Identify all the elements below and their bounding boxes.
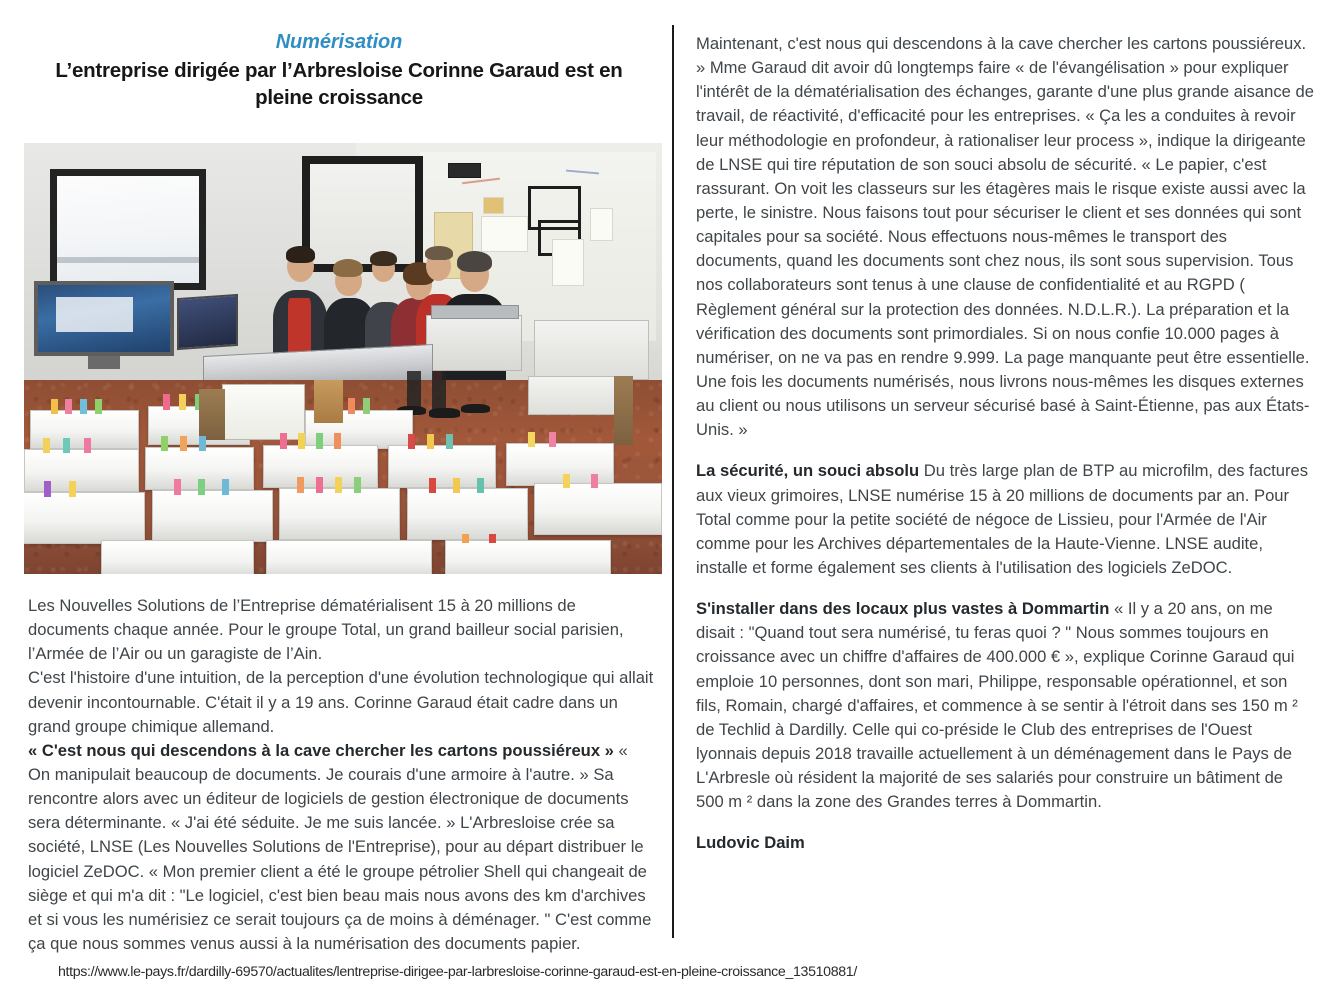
page-title: L’entreprise dirigée par l’Arbresloise Corinne Garaud est en pleine croissance — [55, 59, 623, 110]
photo-paper-stack — [279, 488, 400, 540]
photo-tab — [198, 479, 205, 495]
photo-tab — [489, 534, 496, 544]
photo-person-1-hair — [286, 246, 315, 262]
paragraph-with-lead — [696, 597, 1314, 814]
whiteboard-note-d — [590, 208, 613, 240]
photo-tab — [43, 438, 50, 454]
photo-legs-a — [407, 371, 421, 410]
photo-canvas — [24, 143, 662, 574]
photo-paper-stack — [445, 540, 611, 574]
whiteboard-rail — [448, 163, 481, 178]
photo-monitor-stand — [88, 356, 120, 369]
photo-paper-stack — [534, 483, 662, 535]
column-divider — [672, 25, 674, 938]
photo-tab — [453, 478, 460, 493]
photo-person-3-hair — [370, 251, 397, 267]
paragraph-text: C'est l'histoire d'une intuition, de la perception d'une évolution technologique qui allait devenir incontournable. C'était il y a 19 ans. Corinne Garaud était cadre dans un grand groupe chimique allemand. — [28, 668, 654, 736]
paragraph-spacer — [696, 442, 1314, 459]
photo-tab — [354, 477, 361, 493]
paragraph-spacer — [696, 814, 1314, 831]
paragraph-text: Les Nouvelles Solutions de l’Entreprise dématérialisent 15 à 20 millions de documents chaque année. Pour le groupe Total, un grand bailleur social parisien, l’Armée de l’Air ou un garagiste de l’Ain. — [28, 596, 624, 664]
paragraph-with-lead — [28, 739, 654, 956]
right-column-body — [696, 32, 1314, 856]
photo-tab — [477, 478, 484, 493]
photo-tab — [297, 477, 304, 493]
photo-laptop — [177, 294, 238, 350]
article-header — [24, 30, 654, 111]
photo-tab — [408, 434, 415, 449]
article-kicker: Numérisation — [275, 31, 403, 53]
photo-tab — [161, 436, 168, 452]
photo-back-cabinet — [528, 376, 624, 415]
photo-tab — [44, 481, 51, 497]
photo-tab — [180, 436, 187, 452]
photo-tab — [427, 434, 434, 449]
photo-printer — [426, 315, 522, 371]
photo-tab — [363, 398, 370, 414]
photo-paper-stack — [152, 490, 273, 542]
photo-legs-b — [432, 371, 446, 410]
photo-shoe-c — [461, 404, 490, 413]
photo-tab — [335, 477, 342, 493]
photo-paper-stack — [24, 449, 139, 492]
photo-shoe-b — [429, 408, 460, 417]
whiteboard-note-c — [552, 239, 585, 287]
photo-tab — [179, 394, 186, 410]
photo-tab — [462, 534, 469, 544]
paragraph — [696, 32, 1314, 442]
photo-box-side-b — [314, 380, 343, 423]
photo-tab — [334, 433, 341, 449]
photo-tab — [80, 399, 87, 414]
photo-wood-post — [614, 376, 633, 445]
whiteboard-note-a — [481, 216, 528, 252]
paragraph-with-lead — [696, 459, 1314, 580]
subhead-security: La sécurité, un souci absolu — [696, 461, 920, 481]
photo-tab — [446, 434, 453, 449]
subhead-relocation: S'installer dans des locaux plus vastes à Dommartin — [696, 599, 1110, 619]
photo-tab — [69, 481, 76, 497]
photo-tab — [528, 432, 535, 447]
photo-tab — [95, 399, 102, 414]
photo-tab — [199, 436, 206, 452]
photo-tab — [429, 478, 436, 493]
photo-tab — [174, 479, 181, 495]
photo-doorframe — [302, 156, 423, 272]
photo-person-6-hair — [457, 251, 491, 273]
whiteboard-note-b — [483, 197, 504, 214]
photo-paper-stack — [24, 492, 145, 544]
photo-tab — [222, 479, 229, 495]
lead-in-quote: « C'est nous qui descendons à la cave chercher les cartons poussiéreux » — [28, 740, 614, 760]
photo-tab — [63, 438, 70, 454]
whiteboard-scribble-a — [462, 178, 500, 185]
article-byline: Ludovic Daim — [696, 833, 805, 853]
photo-monitor — [34, 281, 174, 356]
paragraph-text: « On manipulait beaucoup de documents. Je courais d'une armoire à l'autre. » Sa rencontre alors avec un éditeur de logiciels de gestion électronique de documents sera déterminante. « J'ai été séduite. Je me suis lancée. » L'Arbresloise crée sa société, LNSE (Les Nouvelles Solutions de l'Entreprise), pour au départ distribuer le logiciel ZeDOC. « Mon premier client a été le groupe pétrolier Shell qui changeait de siège et qui m'a dit : "Le logiciel, c'est bien beau mais nous avons des km d'archives et si vous les numérisiez ce serait toujours ça de moins à déménager. " C'est comme ça que nous sommes venus aussi à la numérisation des documents papier. — [28, 740, 652, 953]
photo-tab — [163, 394, 170, 410]
photo-window — [50, 169, 206, 290]
photo-box-side — [199, 389, 225, 441]
photo-tab — [563, 474, 570, 489]
photo-tab — [65, 399, 72, 414]
photo-paper-stack — [407, 488, 528, 540]
photo-paper-stack — [506, 443, 614, 486]
photo-tab — [84, 438, 91, 454]
source-url[interactable]: https://www.le-pays.fr/dardilly-69570/actualites/lentreprise-dirigee-par-larbresloise-corinne-garaud-est-en-pleine-croissance_13510881/ — [58, 964, 857, 980]
photo-tab — [280, 433, 287, 449]
paragraph-text: Maintenant, c'est nous qui descendons à la cave chercher les cartons poussiéreux. » Mme Garaud dit avoir dû longtemps faire « de l'évangélisation » pour expliquer l'intérêt de la dématérialisation des échanges, garante d'une plus grande aisance de travail, de réactivité, d'efficacité pour les entreprises. « Ça les a conduites à revoir leur méthodologie en profondeur, à rationaliser leur process », indique la dirigeante de LNSE qui tire réputation de son souci absolu de sécurité. « Le papier, c'est rassurant. On voit les classeurs sur les étagères mais le risque existe aussi avec la perte, le sinistre. Nous faisons tout pour sécuriser le client et ses données qui sont capitales pour sa société. Nous effectuons nous-mêmes le transport des documents, quand les documents sont chez nous, ils sont sous supervision. Tous nos collaborateurs sont tenus à une clause de confidentialité et au RGPD ( Règlement général sur la protection des données. N.D.L.R.). La préparation et la vérification des documents sont primordiales. Si on nous confie 10.000 pages à numériser, on ne va pas en rendre 9.999. La page manquante peut être essentielle. Une fois les documents numérisés, nous livrons nous-mêmes les disques externes au client ou nous utilisons un serveur sécurisé basé à Saint-Étienne, pas aux États-Unis. » — [696, 34, 1314, 440]
paragraph-text: Du très large plan de BTP au microfilm, des factures aux vieux grimoires, LNSE numérise 15 à 20 millions de documents par an. Pour Total comme pour la petite société de négoce de Lissieu, pour l'Armée de l'Air comme pour les Archives départementales de la Haute-Vienne. LNSE audite, installe et forme également ses clients à l'utilisation des logiciels ZeDOC. — [696, 461, 1309, 577]
photo-tab — [51, 399, 58, 414]
paragraph — [28, 666, 654, 738]
photo-person-5-hair — [425, 246, 453, 260]
paragraph-text: « Il y a 20 ans, on me disait : "Quand tout sera numérisé, tu feras quoi ? " Nous sommes toujours en croissance avec un chiffre d'affaires de 400.000 € », explique Corinne Garaud qui emploie 10 personnes, dont son mari, Philippe, responsable opérationnel, et son fils, Romain, chargé d'affaires, et commence à se sentir à l'étroit dans ses 150 m ² de Techlid à Dardilly. Celle qui co-préside le Club des entreprises de l'Ouest lyonnais depuis 2018 travaille actuellement à un déménagement dans le Pays de L'Arbresle où résident la majorité de ses salariés pour construire un bâtiment de 500 m ² dans la zone des Grandes terres à Dommartin. — [696, 599, 1298, 812]
photo-tab — [298, 433, 305, 449]
photo-paper-stack — [101, 540, 254, 574]
left-column-body — [28, 594, 654, 956]
photo-box — [222, 384, 305, 440]
paragraph — [28, 594, 654, 666]
photo-paper-stack — [266, 540, 432, 574]
photo-person-2-hair — [333, 259, 363, 277]
photo-tab — [316, 477, 323, 493]
whiteboard-scribble-b — [566, 169, 599, 174]
photo-tab — [549, 432, 556, 447]
photo-tab — [348, 398, 355, 414]
paragraph-spacer — [696, 580, 1314, 597]
photo-tab — [591, 474, 598, 489]
photo-tab — [316, 433, 323, 449]
photo-cabinet — [534, 320, 649, 380]
article-photo — [24, 143, 662, 574]
